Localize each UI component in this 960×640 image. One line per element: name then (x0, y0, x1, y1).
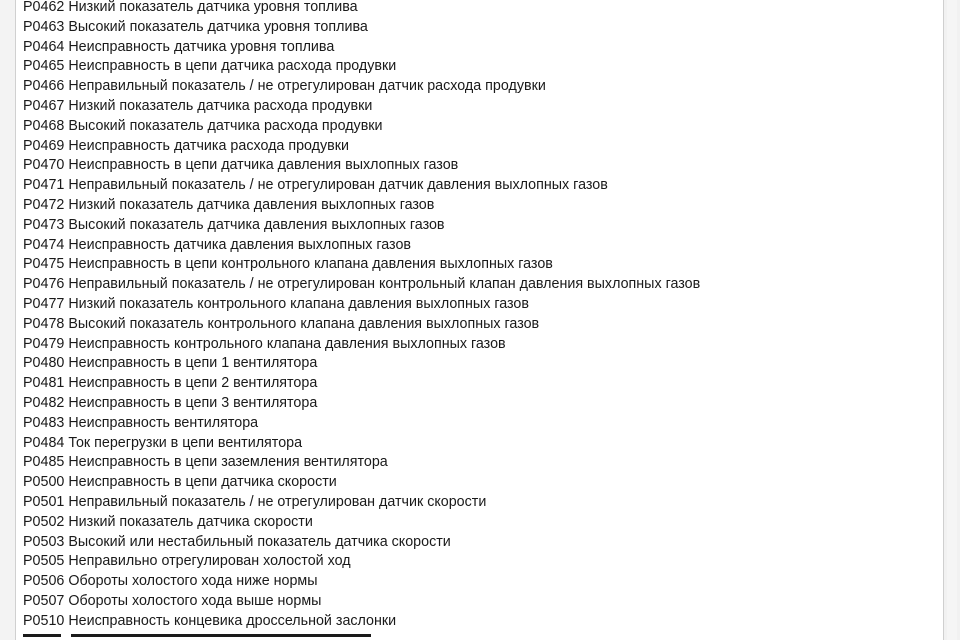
list-item (23, 414, 700, 434)
error-description: Неправильный показатель / не отрегулирован датчик скорости (68, 493, 487, 510)
error-description: Высокий показатель датчика давления выхлопных газов (68, 216, 445, 233)
error-code: P0485 (23, 454, 65, 471)
cut-off-text-fragment (71, 634, 371, 637)
error-description: Низкий показатель датчика уровня топлива (68, 0, 358, 15)
error-code: P0474 (23, 236, 65, 253)
list-item (23, 18, 700, 38)
error-description: Неисправность в цепи датчика расхода продувки (68, 58, 397, 75)
cut-off-text-fragment (23, 634, 61, 637)
code-list (23, 0, 700, 632)
error-code: P0507 (23, 592, 65, 609)
list-item (23, 612, 700, 632)
error-description: Низкий показатель контрольного клапана давления выхлопных газов (68, 295, 529, 312)
error-description: Неисправность в цепи датчика скорости (68, 474, 337, 491)
error-description: Неисправность в цепи 1 вентилятора (68, 355, 318, 372)
error-code: P0503 (23, 533, 65, 550)
error-description: Неисправность в цепи 3 вентилятора (68, 394, 318, 411)
error-code: P0469 (23, 137, 65, 154)
error-code: P0502 (23, 513, 65, 530)
left-margin (0, 0, 15, 640)
error-code: P0478 (23, 315, 65, 332)
error-code: P0506 (23, 573, 65, 590)
list-item (23, 335, 700, 355)
error-code: P0476 (23, 276, 65, 293)
list-item (23, 176, 700, 196)
error-description: Неправильно отрегулирован холостой ход (68, 553, 351, 570)
error-description: Неправильный показатель / не отрегулирован контрольный клапан давления выхлопных газов (68, 276, 701, 293)
error-description: Ток перегрузки в цепи вентилятора (68, 434, 303, 451)
list-item (23, 315, 700, 335)
scrollbar-track[interactable] (947, 0, 957, 640)
list-item (23, 97, 700, 117)
error-description: Неисправность датчика расхода продувки (68, 137, 350, 154)
list-item (23, 216, 700, 236)
list-item (23, 275, 700, 295)
list-item (23, 434, 700, 454)
error-code: P0466 (23, 78, 65, 95)
error-code: P0475 (23, 256, 65, 273)
list-item (23, 552, 700, 572)
list-item (23, 57, 700, 77)
error-description: Неправильный показатель / не отрегулирован датчик расхода продувки (68, 78, 546, 95)
error-code: P0481 (23, 375, 65, 392)
partial-row-cut-off (23, 632, 371, 640)
error-description: Обороты холостого хода ниже нормы (68, 573, 318, 590)
error-code: P0510 (23, 612, 65, 629)
error-code: P0470 (23, 157, 65, 174)
error-description: Низкий показатель датчика скорости (68, 513, 313, 530)
error-code: P0465 (23, 58, 65, 75)
list-item (23, 453, 700, 473)
error-code: P0468 (23, 117, 65, 134)
list-item (23, 236, 700, 256)
list-item (23, 295, 700, 315)
error-code: P0464 (23, 38, 65, 55)
error-description: Высокий или нестабильный показатель датчика скорости (68, 533, 451, 550)
error-description: Неисправность датчика давления выхлопных газов (68, 236, 412, 253)
error-description: Неисправность в цепи датчика давления выхлопных газов (68, 157, 459, 174)
error-code: P0500 (23, 474, 65, 491)
error-description: Неисправность в цепи 2 вентилятора (68, 375, 318, 392)
list-item (23, 374, 700, 394)
error-code: P0501 (23, 493, 65, 510)
error-description: Высокий показатель датчика уровня топлива (68, 18, 368, 35)
error-code: P0473 (23, 216, 65, 233)
error-description: Неисправность контрольного клапана давления выхлопных газов (68, 335, 506, 352)
error-code: P0463 (23, 18, 65, 35)
error-description: Неисправность в цепи контрольного клапана давления выхлопных газов (68, 256, 553, 273)
error-description: Низкий показатель датчика расхода продувки (68, 97, 373, 114)
list-item (23, 533, 700, 553)
list-item (23, 354, 700, 374)
error-description: Обороты холостого хода выше нормы (68, 592, 322, 609)
list-item (23, 493, 700, 513)
error-description: Неисправность вентилятора (68, 414, 259, 431)
error-description: Неисправность датчика уровня топлива (68, 38, 335, 55)
scrollbar[interactable] (944, 0, 960, 640)
list-item (23, 473, 700, 493)
error-code: P0462 (23, 0, 65, 15)
error-code: P0505 (23, 553, 65, 570)
error-code: P0482 (23, 394, 65, 411)
error-description: Высокий показатель контрольного клапана давления выхлопных газов (68, 315, 540, 332)
error-description: Неисправность концевика дроссельной заслонки (68, 612, 397, 629)
list-item (23, 77, 700, 97)
document-page (15, 0, 944, 640)
error-code: P0467 (23, 97, 65, 114)
error-code: P0479 (23, 335, 65, 352)
list-item (23, 255, 700, 275)
error-code: P0477 (23, 295, 65, 312)
error-description: Неисправность в цепи заземления вентилятора (68, 454, 388, 471)
list-item (23, 117, 700, 137)
error-description: Низкий показатель датчика давления выхлопных газов (68, 196, 435, 213)
list-item (23, 0, 700, 18)
list-item (23, 156, 700, 176)
error-code: P0472 (23, 196, 65, 213)
error-code: P0480 (23, 355, 65, 372)
error-code: P0484 (23, 434, 65, 451)
list-item (23, 196, 700, 216)
error-description: Высокий показатель датчика расхода продувки (68, 117, 383, 134)
list-item (23, 394, 700, 414)
list-item (23, 38, 700, 58)
error-code: P0483 (23, 414, 65, 431)
error-code: P0471 (23, 177, 65, 194)
error-description: Неправильный показатель / не отрегулирован датчик давления выхлопных газов (68, 177, 608, 194)
list-item (23, 592, 700, 612)
list-item (23, 513, 700, 533)
list-item (23, 572, 700, 592)
list-item (23, 137, 700, 157)
